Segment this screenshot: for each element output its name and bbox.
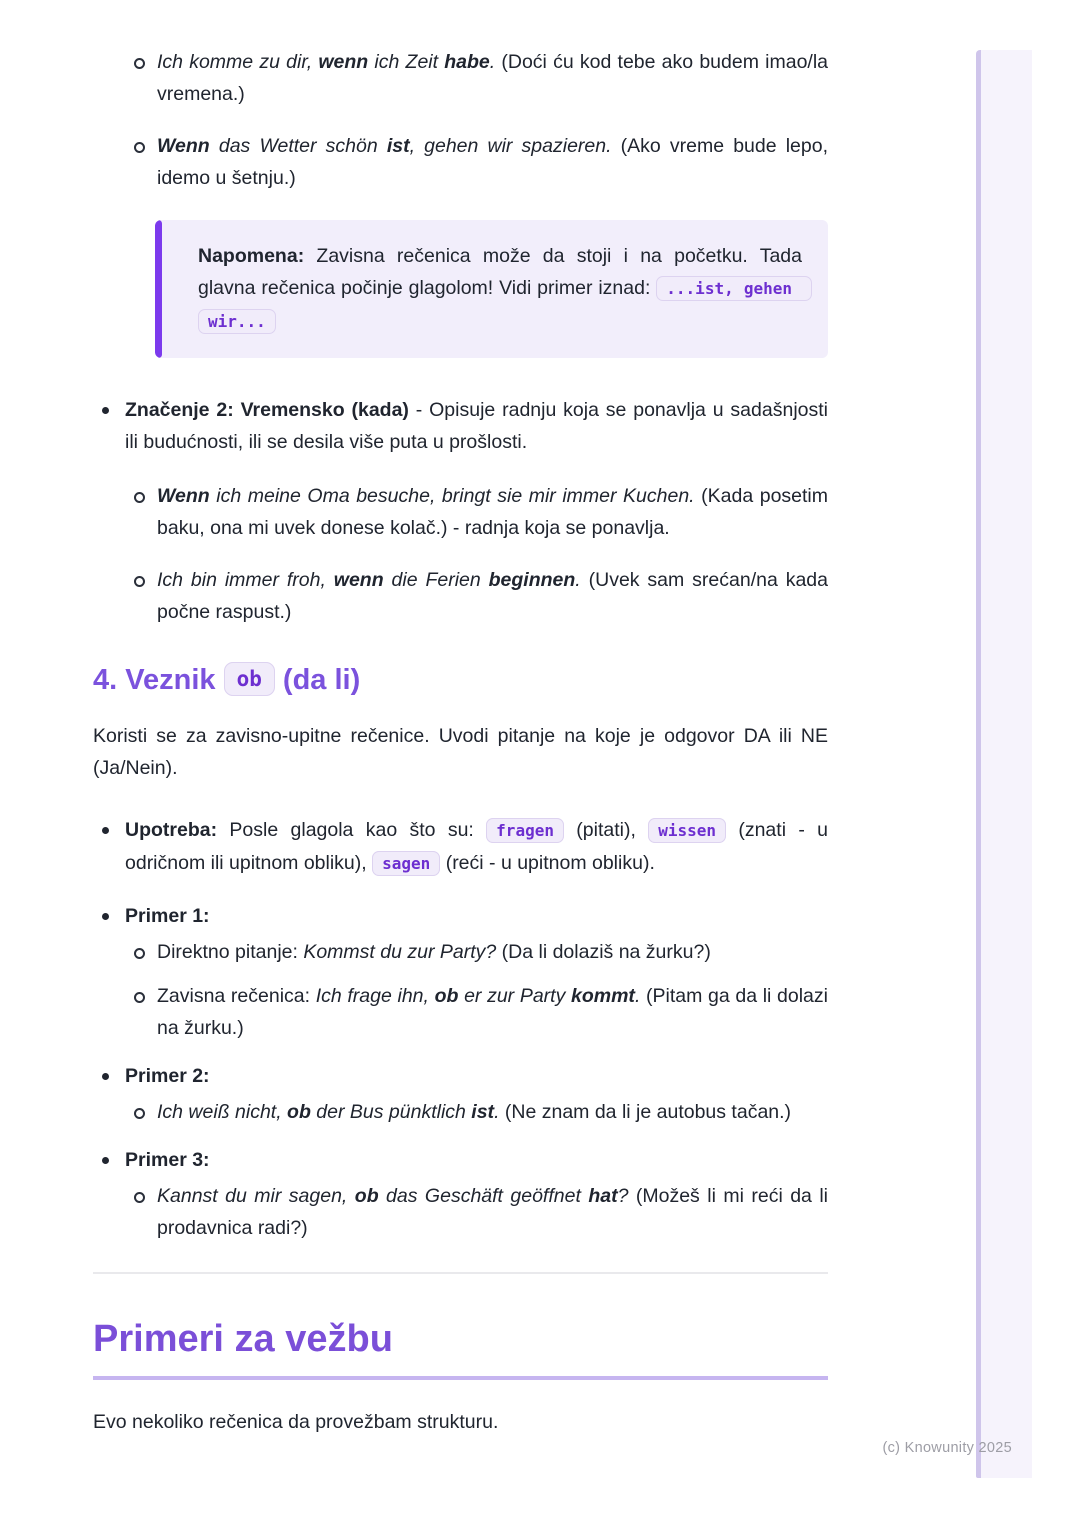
section-4-intro: Koristi se za zavisno-upitne rečenice. Uvodi pitanje na koje je odgovor DA ili NE (Ja/Nein). [93, 725, 828, 779]
text-segment: er zur Party [458, 985, 571, 1007]
inline-code-chip: ob [224, 662, 275, 696]
text-segment: das Wetter schön [209, 135, 387, 157]
text-segment: ich Zeit [368, 51, 445, 73]
text-segment: Kannst du mir sagen, [157, 1185, 355, 1207]
text-segment: Značenje 2: Vremensko (kada) [125, 399, 409, 421]
text-segment: der Bus pünktlich [310, 1101, 472, 1123]
note-text [162, 220, 828, 358]
text-segment: (reći - u upitnom obliku). [440, 852, 655, 874]
text-segment: die Ferien [383, 569, 489, 591]
primer-1-example-1 [93, 936, 828, 968]
text-segment: Upotreba: [125, 819, 218, 841]
text-segment: Ich komme zu dir, [157, 51, 319, 73]
text-segment: Ich bin immer froh, [157, 569, 334, 591]
text-segment: Wenn [157, 485, 210, 507]
text-segment: ich meine Oma besuche, bringt sie mir immer Kuchen. [209, 485, 695, 507]
wenn-example-bullet-1 [93, 46, 828, 110]
text-segment: ob [434, 985, 459, 1007]
text-segment: (znati - u odričnom ili upitnom obliku), [125, 819, 829, 874]
practice-heading: Primeri za vežbu [93, 1316, 828, 1380]
primer-1-label [93, 900, 828, 932]
text-segment: (da li) [274, 664, 361, 696]
text-segment: ist [471, 1101, 495, 1123]
document-content [93, 0, 828, 1438]
primer-3-label [93, 1144, 828, 1176]
text-segment: Zavisna rečenica može da stoji i na početku. Tada glavna rečenica počinje glagolom! Vidi primer iznad: [198, 245, 802, 299]
text-segment: Primer 3: [125, 1149, 210, 1171]
text-segment: das Geschäft geöffnet [378, 1185, 589, 1207]
text-segment: . [634, 985, 641, 1007]
meaning-2-example-1 [93, 480, 828, 544]
wenn-example-bullet-2 [93, 130, 828, 194]
primer-3-example-1 [93, 1180, 828, 1244]
text-segment: . [489, 51, 496, 73]
inline-code-chip: fragen [486, 818, 564, 843]
text-segment: 4. Veznik [93, 664, 224, 696]
primer-2-label [93, 1060, 828, 1092]
text-segment: Kommst du zur Party? [303, 941, 497, 963]
meaning-2-example-2 [93, 564, 828, 628]
text-segment: Primer 2: [125, 1065, 210, 1087]
text-segment: . [494, 1101, 500, 1123]
text-segment: (Ne znam da li je autobus tačan.) [499, 1101, 792, 1123]
text-segment: Ich frage ihn, [315, 985, 435, 1007]
text-segment: hat [588, 1185, 618, 1207]
text-segment: (Možeš li mi reći da li prodavnica radi?) [157, 1185, 829, 1239]
text-segment: Primer 1: [125, 905, 210, 927]
text-segment: , gehen wir spazieren. [409, 135, 612, 157]
text-segment: (Kada posetim baku, ona mi uvek donese kolač.) - radnja koja se ponavlja. [157, 485, 829, 539]
note-callout [155, 220, 828, 358]
practice-intro: Evo nekoliko rečenica da provežbam strukturu. [93, 1411, 499, 1433]
text-segment: (Pitam ga da li dolazi na žurku.) [157, 985, 828, 1039]
inline-code-chip: ...ist, gehen wir... [198, 276, 812, 334]
text-segment: Direktno pitanje: [157, 941, 304, 963]
text-segment: (Doći ću kod tebe ako budem imao/la vremena.) [157, 51, 829, 105]
meaning-2-bullet [93, 394, 828, 458]
text-segment: ist [386, 135, 410, 157]
usage-bullet [93, 814, 828, 880]
copyright-watermark: (c) Knowunity 2025 [882, 1440, 1012, 1456]
text-segment: ob [354, 1185, 379, 1207]
text-segment: Ich weiß nicht, [157, 1101, 288, 1123]
text-segment: ob [287, 1101, 311, 1123]
primer-2-example-1 [93, 1096, 828, 1128]
primer-1-example-2 [93, 980, 828, 1044]
text-segment: . [575, 569, 581, 591]
text-segment: wenn [318, 51, 369, 73]
text-segment: Posle glagola kao što su: [217, 819, 487, 841]
text-segment: (Uvek sam srećan/na kada počne raspust.) [157, 569, 828, 623]
text-segment: kommt [571, 985, 635, 1007]
text-segment: (pitati), [563, 819, 649, 841]
text-segment: ? [617, 1185, 629, 1207]
text-segment: (Ako vreme bude lepo, idemo u šetnju.) [157, 135, 829, 189]
section-4-heading [93, 658, 828, 704]
text-segment: Zavisna rečenica: [157, 985, 316, 1007]
text-segment: (Da li dolaziš na žurku?) [496, 941, 711, 963]
page-edge-strip [976, 50, 1032, 1478]
section-divider [93, 1272, 828, 1274]
text-segment: wenn [333, 569, 384, 591]
note-accent-bar [155, 220, 162, 358]
text-segment: beginnen [488, 569, 576, 591]
text-segment: habe [444, 51, 490, 73]
text-segment: Napomena: [198, 245, 305, 267]
inline-code-chip: wissen [648, 818, 726, 843]
text-segment: - Opisuje radnju koja se ponavlja u sadašnjosti ili budućnosti, ili se desila više puta u prošlosti. [125, 399, 828, 453]
text-segment: Wenn [157, 135, 210, 157]
inline-code-chip: sagen [372, 851, 440, 876]
